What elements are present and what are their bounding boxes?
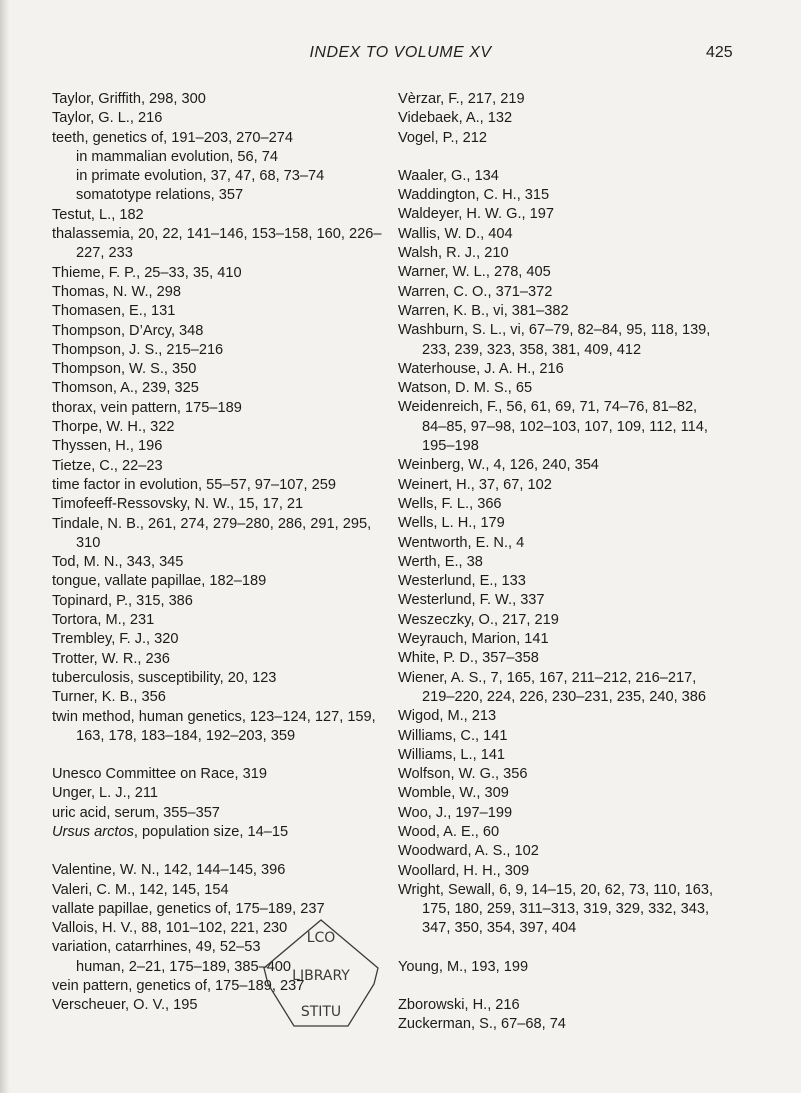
index-entry: tongue, vallate papillae, 182–189: [52, 573, 267, 590]
index-entry: 84–85, 97–98, 102–103, 107, 109, 112, 114,: [422, 418, 708, 435]
page-spine-shadow: [0, 0, 10, 1093]
index-column-left: [52, 90, 402, 1016]
index-entry: Taylor, Griffith, 298, 300: [52, 91, 206, 107]
index-entry: thalassemia, 20, 22, 141–146, 153–158, 160, 226–: [52, 226, 382, 243]
index-entry: Weidenreich, F., 56, 61, 69, 71, 74–76, 81–82,: [398, 399, 698, 416]
index-entry: Testut, L., 182: [52, 206, 144, 223]
library-stamp: [256, 916, 386, 1034]
index-entry: 233, 239, 323, 358, 381, 409, 412: [422, 341, 642, 358]
index-entry: Womble, W., 309: [398, 785, 509, 802]
index-entry: Waaler, G., 134: [398, 167, 499, 184]
index-entry: Williams, L., 141: [398, 746, 506, 763]
index-entry: Vèrzar, F., 217, 219: [398, 91, 525, 107]
section-gap: [398, 148, 778, 167]
index-entry: Warner, W. L., 278, 405: [398, 264, 551, 281]
index-entry: 310: [76, 534, 101, 551]
index-entry: Tindale, N. B., 261, 274, 279–280, 286, 291, 295,: [52, 515, 372, 532]
index-entry: variation, catarrhines, 49, 52–53: [52, 939, 261, 956]
index-entry: Weszeczky, O., 217, 219: [398, 611, 559, 628]
index-entry: Thieme, F. P., 25–33, 35, 410: [52, 264, 242, 281]
index-entry: Werth, E., 38: [398, 553, 483, 570]
index-entry: twin method, human genetics, 123–124, 127, 159,: [52, 708, 376, 725]
index-entry: Young, M., 193, 199: [398, 958, 529, 975]
index-entry: Vallois, H. V., 88, 101–102, 221, 230: [52, 920, 288, 937]
index-entry: Wells, F. L., 366: [398, 495, 502, 512]
index-entry: Thompson, J. S., 215–216: [52, 341, 224, 358]
running-header: INDEX TO VOLUME XV: [309, 44, 492, 61]
index-entry: in primate evolution, 37, 47, 68, 73–74: [76, 168, 325, 185]
index-entry: Unger, L. J., 211: [52, 785, 159, 802]
index-entry: Tietze, C., 22–23: [52, 457, 163, 474]
index-entry: Thomasen, E., 131: [52, 303, 176, 320]
section-gap: [52, 746, 402, 765]
index-entry: Woodward, A. S., 102: [398, 843, 539, 860]
index-entry: Weinert, H., 37, 67, 102: [398, 476, 552, 493]
index-entry: Unesco Committee on Race, 319: [52, 766, 267, 783]
stamp-middle-text: LIBRARY: [292, 968, 350, 984]
section-gap: [398, 939, 778, 958]
index-entry: tuberculosis, susceptibility, 20, 123: [52, 669, 277, 686]
index-entry: 175, 180, 259, 311–313, 319, 329, 332, 343,: [422, 901, 709, 918]
index-entry: Thompson, D’Arcy, 348: [52, 322, 204, 339]
index-entry: Waterhouse, J. A. H., 216: [398, 360, 564, 377]
index-entry: Wallis, W. D., 404: [398, 225, 513, 242]
index-entry: Wiener, A. S., 7, 165, 167, 211–212, 216–217,: [398, 669, 697, 686]
index-entry: Thorpe, W. H., 322: [52, 419, 175, 436]
index-entry: human, 2–21, 175–189, 385–400: [76, 958, 292, 975]
index-entry: Timofeeff-Ressovsky, N. W., 15, 17, 21: [52, 496, 304, 513]
stamp-bottom-text: STITU: [300, 1004, 342, 1020]
index-entry: time factor in evolution, 55–57, 97–107, 259: [52, 476, 336, 493]
index-column-right: [398, 90, 778, 1035]
index-entry: Warren, K. B., vi, 381–382: [398, 302, 569, 319]
stamp-top-text: LCO: [306, 930, 336, 946]
index-entry: somatotype relations, 357: [76, 187, 244, 204]
index-entry: vallate papillae, genetics of, 175–189, 237: [52, 900, 325, 917]
index-entry: thorax, vein pattern, 175–189: [52, 399, 242, 416]
index-entry: Ursus arctos, population size, 14–15: [52, 823, 289, 840]
index-entry: Thompson, W. S., 350: [52, 361, 197, 378]
index-entry: Wood, A. E., 60: [398, 823, 500, 840]
index-entry: Zuckerman, S., 67–68, 74: [398, 1016, 566, 1033]
index-entry: in mammalian evolution, 56, 74: [76, 148, 278, 165]
index-entry: Topinard, P., 315, 386: [52, 592, 193, 609]
index-entry: Weyrauch, Marion, 141: [398, 631, 549, 648]
index-entry: Tod, M. N., 343, 345: [52, 554, 184, 571]
index-entry: Warren, C. O., 371–372: [398, 283, 553, 300]
index-entry: Watson, D. M. S., 65: [398, 380, 533, 397]
index-entry: Waldeyer, H. W. G., 197: [398, 206, 554, 223]
index-entry: 347, 350, 354, 397, 404: [422, 920, 577, 937]
page-number: 425: [706, 44, 733, 61]
index-entry: 195–198: [422, 438, 479, 455]
index-entry: White, P. D., 357–358: [398, 650, 539, 667]
index-entry: 219–220, 224, 226, 230–231, 235, 240, 386: [422, 688, 707, 705]
index-entry: Verscheuer, O. V., 195: [52, 997, 198, 1014]
index-entry: Vogel, P., 212: [398, 129, 487, 146]
index-entry: Thomson, A., 239, 325: [52, 380, 199, 397]
index-entry: Tortora, M., 231: [52, 612, 155, 629]
section-gap: [52, 842, 402, 861]
index-entry: Trotter, W. R., 236: [52, 650, 170, 667]
index-entry: Williams, C., 141: [398, 727, 508, 744]
index-entry: Videbaek, A., 132: [398, 110, 513, 127]
index-entry: Walsh, R. J., 210: [398, 245, 509, 262]
index-entry: Waddington, C. H., 315: [398, 187, 550, 204]
index-entry: 163, 178, 183–184, 192–203, 359: [76, 727, 296, 744]
index-entry: Wigod, M., 213: [398, 708, 497, 725]
index-entry: Valentine, W. N., 142, 144–145, 396: [52, 862, 286, 879]
index-entry: Weinberg, W., 4, 126, 240, 354: [398, 457, 599, 474]
index-entry: Wolfson, W. G., 356: [398, 766, 528, 783]
index-entry: Wentworth, E. N., 4: [398, 534, 525, 551]
index-entry: teeth, genetics of, 191–203, 270–274: [52, 129, 293, 146]
index-entry: Wells, L. H., 179: [398, 515, 505, 532]
section-gap: [398, 977, 778, 996]
index-entry: Westerlund, E., 133: [398, 573, 526, 590]
index-entry: Valeri, C. M., 142, 145, 154: [52, 881, 229, 898]
index-entry: Taylor, G. L., 216: [52, 110, 163, 127]
index-entry: Thyssen, H., 196: [52, 438, 163, 455]
index-entry: Zborowski, H., 216: [398, 997, 520, 1014]
index-entry: uric acid, serum, 355–357: [52, 804, 220, 821]
index-entry: Woollard, H. H., 309: [398, 862, 530, 879]
index-entry: Trembley, F. J., 320: [52, 631, 179, 648]
index-entry: vein pattern, genetics of, 175–189, 237: [52, 978, 305, 995]
index-entry: Wright, Sewall, 6, 9, 14–15, 20, 62, 73, 110, 163,: [398, 881, 714, 898]
index-entry: 227, 233: [76, 245, 133, 262]
index-entry: Turner, K. B., 356: [52, 689, 166, 706]
index-entry: Washburn, S. L., vi, 67–79, 82–84, 95, 118, 139,: [398, 322, 711, 339]
index-entry: Thomas, N. W., 298: [52, 283, 181, 300]
index-entry: Woo, J., 197–199: [398, 804, 513, 821]
index-entry: Westerlund, F. W., 337: [398, 592, 545, 609]
